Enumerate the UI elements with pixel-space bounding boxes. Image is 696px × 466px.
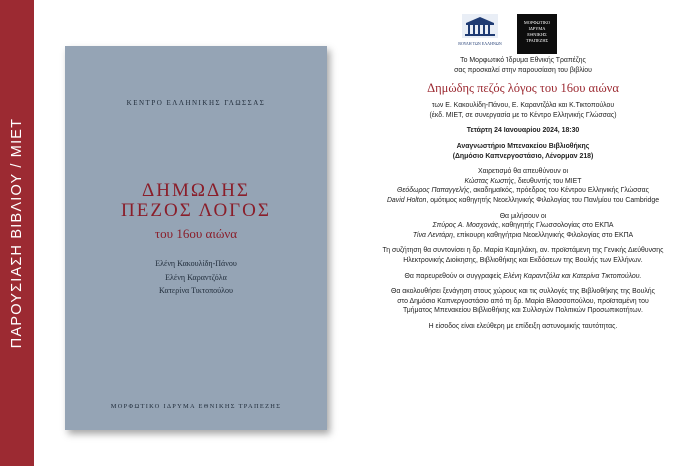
speaker-name: Τίνα Λεντάρη — [412, 231, 453, 239]
side-band-text: ΠΑΡΟΥΣΙΑΣΗ ΒΙΒΛΙΟΥ / ΜΙΕΤ — [9, 117, 25, 349]
book-cover — [65, 46, 327, 430]
miet-logo-line: ΕΘΝΙΚΗΣ — [527, 32, 547, 37]
tour-line: Θα ακολουθήσει ξενάγηση στους χώρους και τις συλλογές της Βιβλιοθήκης της Βουλής — [391, 288, 655, 296]
cover-author: Ελένη Κακουλίδη-Πάνου — [155, 259, 237, 268]
attendance-line — [358, 272, 688, 282]
miet-logo-line: ΜΟΡΦΩΤΙΚΟ — [523, 20, 551, 25]
greeter-role: , διευθυντής του ΜΙΕΤ — [514, 177, 582, 185]
attendance-text: Θα παρευρεθούν οι συγγραφείς — [404, 272, 504, 280]
miet-logo-line: ΙΔΡΥΜΑ — [528, 26, 546, 31]
greeter-line — [358, 177, 688, 187]
miet-logo-text — [517, 20, 557, 44]
cover-author: Ελένη Καραντζόλα — [165, 272, 227, 282]
speaker-line — [358, 231, 688, 241]
moderator-line: Ηλεκτρονικής Διοίκησης, Βιβλιοθήκης και Εκδόσεων της Βουλής των Ελλήνων. — [403, 256, 643, 264]
event-date: Τετάρτη 24 Ιανουαρίου 2024, 18:30 — [466, 127, 580, 135]
cover-authors — [65, 257, 327, 298]
parliament-logo-caption: ΒΟΥΛΗ ΤΩΝ ΕΛΛΗΝΩΝ — [458, 41, 502, 46]
intro-line: Το Μορφωτικό Ίδρυμα Εθνικής Τραπέζης — [460, 57, 586, 64]
greetings-intro: Χαιρετισμό θα απευθύνουν οι — [477, 168, 568, 176]
greeter-line — [358, 196, 688, 206]
edition-line: (έκδ. ΜΙΕΤ, σε συνεργασία με το Κέντρο Ελληνικής Γλώσσας) — [429, 111, 617, 119]
venue-line: Αναγνωστήριο Μπενακείου Βιβλιοθήκης — [456, 142, 590, 150]
greeter-name: David Holton — [386, 196, 427, 204]
speaker-line — [358, 221, 688, 231]
speaker-role: , καθηγητής Γλωσσολογίας στο ΕΚΠΑ — [498, 222, 614, 230]
moderator-line: Τη συζήτηση θα συντονίσει η δρ. Μαρία Καμηλάκη, αν. προϊστάμενη της Γενικής Διεύθυνσης — [382, 247, 664, 255]
cover-title-line1: ΔΗΜΩΔΗΣ — [142, 180, 250, 201]
cover-publisher-bottom: ΜΟΡΦΩΤΙΚΟ ΙΔΡΥΜΑ ΕΘΝΙΚΗΣ ΤΡΑΠΕΖΗΣ — [110, 403, 282, 410]
cover-title-line2: ΠΕΖΟΣ ΛΟΓΟΣ — [121, 200, 271, 221]
greeter-role: , ακαδημαϊκός, πρόεδρος του Κέντρου Ελληνικής Γλώσσας — [469, 187, 649, 195]
authors-line: των Ε. Κακουλίδη-Πάνου, Ε. Καραντζόλα και Κ.Τικτοπούλου — [431, 102, 615, 110]
miet-logo-line: ΤΡΑΠΕΖΗΣ — [525, 38, 549, 43]
cover-publisher-top: ΚΕΝΤΡΟ ΕΛΛΗΝΙΚΗΣ ΓΛΩΣΣΑΣ — [126, 99, 266, 107]
tour-line: Τμήματος Μπενακείου Βιβλιοθήκης και Συλλογών Πολιτικών Προσωπικοτήτων. — [403, 307, 643, 315]
entry-note: Η είσοδος είναι ελεύθερη με επίδειξη αστυνομικής ταυτότητας. — [428, 322, 618, 330]
greeter-name: Θεόδωρος Παπαγγελής — [397, 187, 470, 195]
miet-logo — [517, 14, 557, 54]
parliament-building-icon — [462, 14, 498, 38]
speaker-role: , επίκουρη καθηγήτρια Νεοελληνικής Φιλολογίας στο ΕΚΠΑ — [452, 231, 634, 239]
tour-line: στο Δημόσιο Καπνεργοστάσιο από τη δρ. Μαρία Βλασσοπούλου, προϊσταμένη του — [397, 297, 649, 305]
greeter-role: , ομότιμος καθηγητής Νεοελληνικής Φιλολογίας του Παν/μίου του Cambridge — [426, 196, 660, 204]
attendance-names: Ελένη Καραντζόλα και Κατερίνα Τικτοπούλου. — [503, 272, 642, 280]
speaker-name: Σπύρος Α. Μοσχονάς — [432, 222, 499, 230]
venue-address: (Δημόσιο Καπνεργοστάσιο, Λένορμαν 218) — [452, 152, 594, 160]
invitation-text — [358, 56, 688, 331]
cover-author: Κατερίνα Τικτοπούλου — [159, 286, 233, 295]
parliament-logo — [454, 14, 506, 54]
greeter-name: Κώστας Κωστής — [464, 177, 514, 185]
event-title: Δημώδης πεζός λόγος του 16ου αιώνα — [427, 81, 619, 96]
speakers-intro: Θα μιλήσουν οι — [499, 212, 547, 220]
greeter-line — [358, 186, 688, 196]
cover-subtitle: του 16ου αιώνα — [154, 226, 238, 241]
intro-line: σας προσκαλεί στην παρουσίαση του βιβλίου — [454, 66, 592, 74]
side-band — [0, 0, 34, 466]
